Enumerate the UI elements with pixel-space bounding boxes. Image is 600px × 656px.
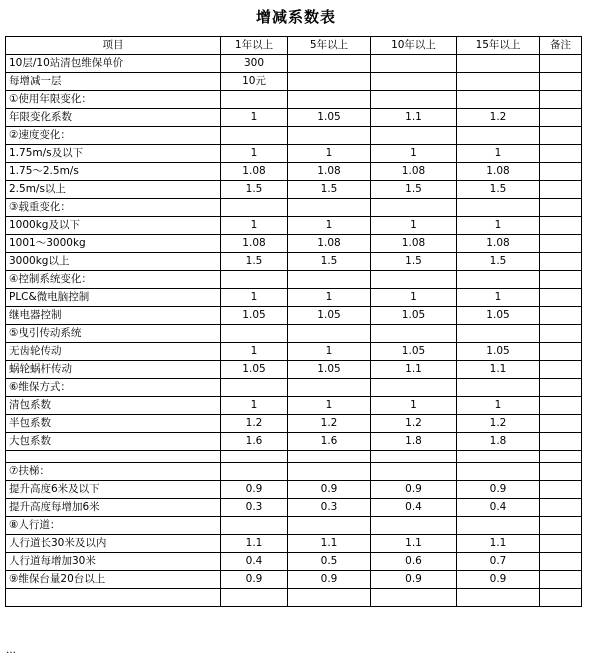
row-value: 1 <box>288 343 371 361</box>
header-15-year: 15年以上 <box>457 37 540 55</box>
row-value <box>540 589 582 607</box>
row-value <box>288 589 371 607</box>
row-value: 1 <box>221 109 288 127</box>
row-value <box>288 451 371 463</box>
row-label: 蜗轮蜗杆传动 <box>6 361 221 379</box>
row-label: 人行道每增加30米 <box>6 553 221 571</box>
row-value: 10元 <box>221 73 288 91</box>
row-value: 1.08 <box>371 163 457 181</box>
row-value <box>540 307 582 325</box>
row-label: 3000kg以上 <box>6 253 221 271</box>
table-row <box>6 361 582 379</box>
row-value: 0.4 <box>371 499 457 517</box>
row-value: 1.8 <box>457 433 540 451</box>
header-5-year: 5年以上 <box>288 37 371 55</box>
row-value <box>540 499 582 517</box>
row-value <box>540 109 582 127</box>
row-value: 1 <box>288 217 371 235</box>
row-label: 半包系数 <box>6 415 221 433</box>
header-item: 项目 <box>6 37 221 55</box>
row-value <box>540 379 582 397</box>
table-row <box>6 379 582 397</box>
row-value <box>221 127 288 145</box>
row-value <box>288 91 371 109</box>
row-value: 1.05 <box>288 109 371 127</box>
row-value: 1.5 <box>221 181 288 199</box>
table-row <box>6 553 582 571</box>
row-label: ⑤曳引传动系统 <box>6 325 221 343</box>
row-value <box>540 271 582 289</box>
table-row <box>6 451 582 463</box>
row-value: 0.7 <box>457 553 540 571</box>
row-label: 清包系数 <box>6 397 221 415</box>
row-value <box>540 217 582 235</box>
row-value: 1.08 <box>288 235 371 253</box>
row-value <box>371 73 457 91</box>
row-value: 1 <box>457 397 540 415</box>
row-value <box>288 199 371 217</box>
row-value <box>540 235 582 253</box>
table-row <box>6 325 582 343</box>
row-value <box>540 289 582 307</box>
row-value: 0.9 <box>457 571 540 589</box>
row-value: 1 <box>221 343 288 361</box>
row-value: 1.2 <box>221 415 288 433</box>
row-label <box>6 589 221 607</box>
table-row <box>6 181 582 199</box>
table-row <box>6 199 582 217</box>
row-label: 无齿轮传动 <box>6 343 221 361</box>
row-value: 1.6 <box>288 433 371 451</box>
row-value <box>288 463 371 481</box>
row-value: 0.5 <box>288 553 371 571</box>
row-value <box>457 451 540 463</box>
row-value <box>540 127 582 145</box>
row-value <box>540 463 582 481</box>
row-value: 0.3 <box>221 499 288 517</box>
row-value <box>221 589 288 607</box>
row-value: 0.9 <box>288 481 371 499</box>
row-value <box>371 271 457 289</box>
row-value: 0.4 <box>221 553 288 571</box>
table-row <box>6 307 582 325</box>
row-value: 1 <box>288 289 371 307</box>
row-value: 1.5 <box>457 181 540 199</box>
row-label: 每增减一层 <box>6 73 221 91</box>
row-value: 1.08 <box>457 163 540 181</box>
row-label: 年限变化系数 <box>6 109 221 127</box>
row-value: 0.9 <box>221 571 288 589</box>
row-value <box>371 199 457 217</box>
row-label: 10层/10站清包维保单价 <box>6 55 221 73</box>
row-label <box>6 451 221 463</box>
row-value <box>540 55 582 73</box>
table-row <box>6 517 582 535</box>
row-value: 1.1 <box>371 109 457 127</box>
row-label: 提升高度每增加6米 <box>6 499 221 517</box>
row-value <box>540 325 582 343</box>
row-value: 0.9 <box>457 481 540 499</box>
row-value: 0.9 <box>371 571 457 589</box>
row-value <box>288 517 371 535</box>
row-value <box>371 589 457 607</box>
row-label: 1000kg及以下 <box>6 217 221 235</box>
row-value: 1 <box>371 145 457 163</box>
row-value: 1.05 <box>288 307 371 325</box>
row-value: 1.8 <box>371 433 457 451</box>
row-value <box>288 127 371 145</box>
table-row <box>6 397 582 415</box>
row-value <box>457 199 540 217</box>
row-value <box>371 379 457 397</box>
row-value <box>457 589 540 607</box>
row-value <box>540 451 582 463</box>
row-label: ②速度变化： <box>6 127 221 145</box>
row-value: 1.5 <box>371 181 457 199</box>
row-value <box>371 127 457 145</box>
row-value: 1.1 <box>457 361 540 379</box>
row-value <box>457 55 540 73</box>
row-value <box>371 55 457 73</box>
row-label: ⑥维保方式： <box>6 379 221 397</box>
row-value: 1.05 <box>371 343 457 361</box>
row-label: PLC&微电脑控制 <box>6 289 221 307</box>
row-value: 1 <box>457 145 540 163</box>
row-value <box>288 73 371 91</box>
row-value: 1.05 <box>457 307 540 325</box>
row-value: 1.1 <box>371 361 457 379</box>
table-row <box>6 109 582 127</box>
row-value <box>540 553 582 571</box>
row-value: 1.08 <box>221 163 288 181</box>
row-label: ⑨维保台量20台以上 <box>6 571 221 589</box>
row-value <box>221 463 288 481</box>
table-row <box>6 499 582 517</box>
row-value <box>457 325 540 343</box>
row-value: 0.3 <box>288 499 371 517</box>
row-label: ③载重变化： <box>6 199 221 217</box>
header-row <box>6 37 582 55</box>
row-value: 1.05 <box>371 307 457 325</box>
row-label: 提升高度6米及以下 <box>6 481 221 499</box>
table-body <box>6 55 582 607</box>
row-value <box>221 517 288 535</box>
row-value <box>540 199 582 217</box>
row-label: ⑦扶梯： <box>6 463 221 481</box>
row-value: 1.6 <box>221 433 288 451</box>
row-value <box>371 463 457 481</box>
table-row <box>6 463 582 481</box>
row-value <box>371 91 457 109</box>
row-value: 1.05 <box>288 361 371 379</box>
row-label: ⑧人行道： <box>6 517 221 535</box>
row-value: 300 <box>221 55 288 73</box>
table-row <box>6 145 582 163</box>
row-label: ④控制系统变化： <box>6 271 221 289</box>
row-value: 1.1 <box>457 535 540 553</box>
table-row <box>6 343 582 361</box>
table-row <box>6 127 582 145</box>
header-1-year: 1年以上 <box>221 37 288 55</box>
row-value <box>288 325 371 343</box>
row-value: 1.2 <box>371 415 457 433</box>
row-value <box>540 571 582 589</box>
row-value <box>540 253 582 271</box>
row-value: 1.1 <box>371 535 457 553</box>
row-value <box>540 145 582 163</box>
row-value: 1.05 <box>457 343 540 361</box>
row-label: 1.75m/s及以下 <box>6 145 221 163</box>
row-label: ①使用年限变化： <box>6 91 221 109</box>
row-label: 2.5m/s以上 <box>6 181 221 199</box>
row-value: 1 <box>371 289 457 307</box>
row-value: 1.5 <box>288 253 371 271</box>
table-row <box>6 433 582 451</box>
row-value: 1.2 <box>457 109 540 127</box>
row-value <box>540 535 582 553</box>
row-value: 1.2 <box>288 415 371 433</box>
row-value: 1.5 <box>457 253 540 271</box>
row-value: 0.6 <box>371 553 457 571</box>
row-value <box>540 433 582 451</box>
table-row <box>6 535 582 553</box>
row-value <box>457 127 540 145</box>
row-value <box>371 517 457 535</box>
coefficient-table <box>5 36 582 607</box>
table-row <box>6 73 582 91</box>
row-label: 大包系数 <box>6 433 221 451</box>
row-value: 1.08 <box>371 235 457 253</box>
row-label: 人行道长30米及以内 <box>6 535 221 553</box>
table-row <box>6 253 582 271</box>
row-value <box>540 397 582 415</box>
table-row <box>6 91 582 109</box>
row-value: 0.4 <box>457 499 540 517</box>
table-row <box>6 55 582 73</box>
row-value: 1 <box>221 289 288 307</box>
row-value: 1.1 <box>288 535 371 553</box>
table-row <box>6 217 582 235</box>
row-value: 1.08 <box>221 235 288 253</box>
row-value <box>288 379 371 397</box>
row-value <box>221 451 288 463</box>
row-value: 1 <box>371 397 457 415</box>
table-row <box>6 271 582 289</box>
row-value: 1.05 <box>221 307 288 325</box>
row-value: 1.5 <box>288 181 371 199</box>
table-row <box>6 163 582 181</box>
row-value <box>457 271 540 289</box>
row-value <box>288 55 371 73</box>
row-value <box>288 271 371 289</box>
table-row <box>6 289 582 307</box>
header-10-year: 10年以上 <box>371 37 457 55</box>
row-value: 1.08 <box>288 163 371 181</box>
row-value <box>540 343 582 361</box>
row-value: 1.08 <box>457 235 540 253</box>
row-value: 1 <box>288 397 371 415</box>
row-value <box>540 181 582 199</box>
row-value <box>457 91 540 109</box>
row-value <box>540 361 582 379</box>
row-value: 1 <box>221 397 288 415</box>
table-row <box>6 415 582 433</box>
row-value: 1 <box>457 289 540 307</box>
row-value: 1 <box>288 145 371 163</box>
row-value: 1.5 <box>221 253 288 271</box>
row-value <box>540 73 582 91</box>
row-value: 1 <box>457 217 540 235</box>
row-value <box>540 517 582 535</box>
row-value: 1 <box>371 217 457 235</box>
row-value <box>540 481 582 499</box>
row-value: 0.9 <box>371 481 457 499</box>
row-label: 1.75～2.5m/s <box>6 163 221 181</box>
row-value: 1 <box>221 217 288 235</box>
row-value <box>540 415 582 433</box>
table-row <box>6 589 582 607</box>
table-row <box>6 481 582 499</box>
row-value <box>371 451 457 463</box>
row-value: 1 <box>221 145 288 163</box>
row-label: 继电器控制 <box>6 307 221 325</box>
cut-off-text: … <box>6 645 16 656</box>
row-value <box>221 325 288 343</box>
header-remarks: 备注 <box>540 37 582 55</box>
table-title: 增减系数表 <box>255 8 336 26</box>
row-value <box>457 463 540 481</box>
row-value: 1.2 <box>457 415 540 433</box>
row-value: 0.9 <box>288 571 371 589</box>
row-value: 1.5 <box>371 253 457 271</box>
table-row <box>6 571 582 589</box>
row-value: 0.9 <box>221 481 288 499</box>
row-value <box>221 91 288 109</box>
row-value <box>457 73 540 91</box>
row-label: 1001～3000kg <box>6 235 221 253</box>
row-value <box>221 379 288 397</box>
row-value <box>540 91 582 109</box>
table-row <box>6 235 582 253</box>
row-value <box>221 271 288 289</box>
row-value <box>457 379 540 397</box>
row-value: 1.05 <box>221 361 288 379</box>
row-value <box>371 325 457 343</box>
row-value <box>457 517 540 535</box>
row-value: 1.1 <box>221 535 288 553</box>
row-value <box>221 199 288 217</box>
row-value <box>540 163 582 181</box>
